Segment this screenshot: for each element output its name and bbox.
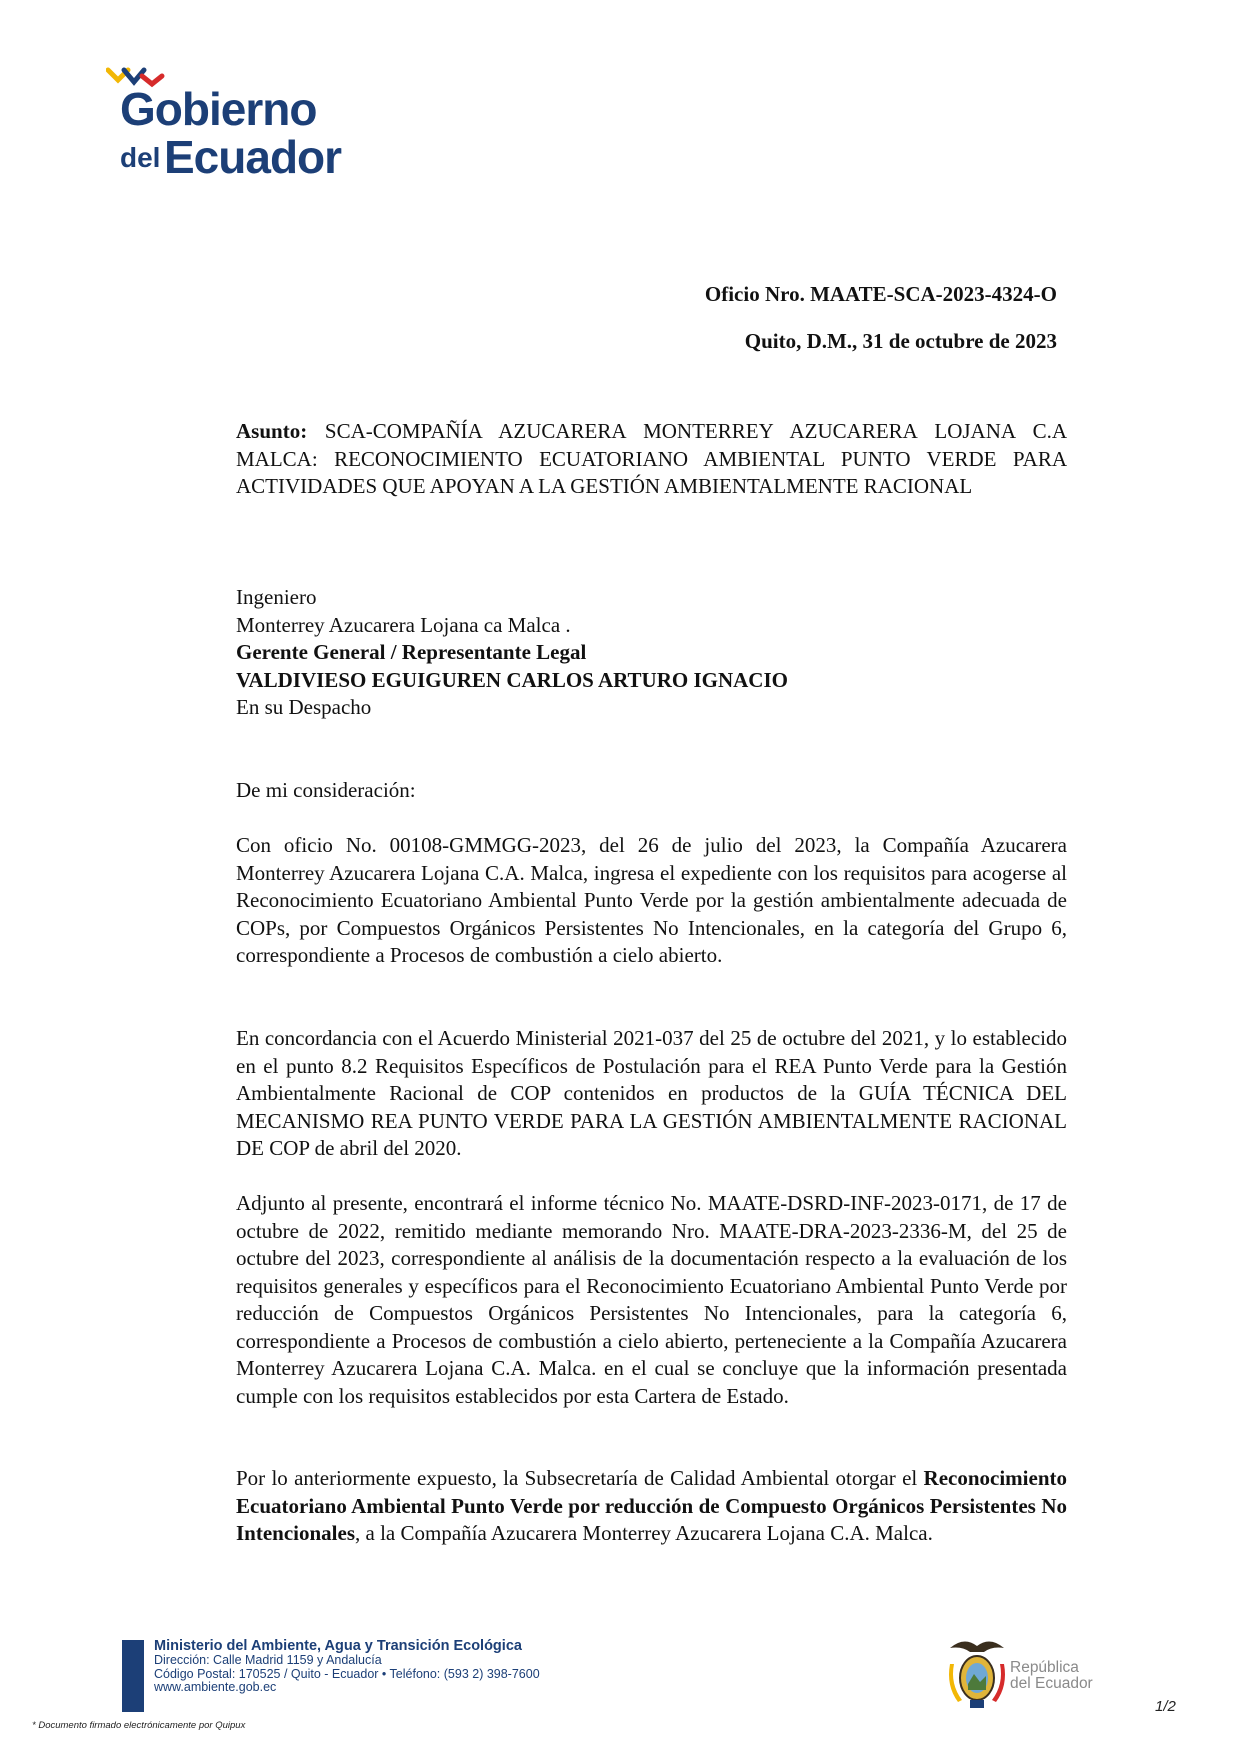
paragraph-3: Adjunto al presente, encontrará el informe técnico No. MAATE-DSRD-INF-2023-0171, de 17 de octubre de 2022, remitido mediante memorando Nro. MAATE-DRA-2023-2336-M, del 25 de octubre del 2023, correspondiente al análisis de la documentación respecto a la evaluación de los requisitos generales y específicos para el Reconocimiento Ecuatoriano Ambiental Punto Verde por reducción de Compuestos Orgánicos Persistentes No Intencionales, para la categoría 6, correspondiente a Procesos de combustión a cielo abierto, perteneciente a la Compañía Azucarera Monterrey Azucarera Lojana C.A. Malca. en el cual se concluye que la información presentada cumple con los requisitos establecidos por esta Cartera de Estado. [236, 1191, 1067, 1408]
page-number: 1/2 [1155, 1698, 1176, 1715]
recipient-position: Gerente General / Representante Legal [236, 640, 587, 664]
recipient-name: VALDIVIESO EGUIGUREN CARLOS ARTURO IGNACIO [236, 667, 788, 692]
document-date: Quito, D.M., 31 de octubre de 2023 [744, 329, 1057, 353]
signed-note: * Documento firmado electrónicamente por Quipux [32, 1720, 246, 1731]
gobierno-ecuador-logo [106, 60, 366, 183]
footer-address: Dirección: Calle Madrid 1159 y Andalucía [154, 1653, 382, 1667]
coat-of-arms-icon [944, 1634, 1010, 1714]
footer-postal: Código Postal: 170525 / Quito - Ecuador • Teléfono: (593 2) 398-7600 [154, 1666, 540, 1681]
asunto-label: Asunto: [236, 419, 308, 443]
logo-line2-big: Ecuador [164, 131, 342, 183]
recipient-block [236, 584, 1067, 722]
footer-ministry: Ministerio del Ambiente, Agua y Transición Ecológica [154, 1638, 522, 1654]
asunto-block [236, 418, 1067, 501]
paragraph-2: En concordancia con el Acuerdo Ministerial 2021-037 del 25 de octubre del 2021, y lo establecido en el punto 8.2 Requisitos Específicos de Postulación para el REA Punto Verde para la Gestión Ambientalmente Racional de COP contenidos en productos de la GUÍA TÉCNICA DEL MECANISMO REA PUNTO VERDE PARA LA GESTIÓN AMBIENTALMENTE RACIONAL DE COP de abril del 2020. [236, 1026, 1067, 1160]
footer-web: www.ambiente.gob.ec [154, 1680, 277, 1694]
footer-contact [154, 1638, 540, 1695]
recipient-company: Monterrey Azucarera Lojana ca Malca . [236, 612, 571, 637]
greeting: De mi consideración: [236, 778, 416, 802]
paragraph-1: Con oficio No. 00108-GMMGG-2023, del 26 de julio del 2023, la Compañía Azucarera Monterrey Azucarera Lojana C.A. Malca, ingresa el expediente con los requisitos para acogerse al Reconocimiento Ecuatoriano Ambiental Punto Verde por la gestión ambientalmente adecuada de COPs, por Compuestos Orgánicos Persistentes No Intencionales, en la categoría del Grupo 6, correspondiente a Procesos de combustión a cielo abierto. [236, 833, 1067, 967]
recipient-title: Ingeniero [236, 585, 317, 609]
paragraph-4-start: Por lo anteriormente expuesto, la Subsecretaría de Calidad Ambiental otorgar el [236, 1466, 924, 1490]
paragraph-4-end: , a la Compañía Azucarera Monterrey Azucarera Lojana C.A. Malca. [355, 1521, 933, 1545]
republica-ecuador-label: República del Ecuador [1010, 1659, 1093, 1692]
logo-line2-small: del [120, 142, 161, 173]
oficio-number: Oficio Nro. MAATE-SCA-2023-4324-O [704, 282, 1057, 306]
paragraph-4 [236, 1465, 1067, 1548]
logo-line1: Gobierno [120, 83, 317, 135]
asunto-text: SCA-COMPAÑÍA AZUCARERA MONTERREY AZUCARERA LOJANA C.A MALCA: RECONOCIMIENTO ECUATORIANO AMBIENTAL PUNTO VERDE PARA ACTIVIDADES QUE APOYAN A LA GESTIÓN AMBIENTALMENTE RACIONAL [236, 419, 1068, 498]
paragraph-4-bold: Reconocimiento Ecuatoriano Ambiental Punto Verde por reducción de Compuesto Orgánicos Persistentes No Intencionales [236, 1466, 1067, 1545]
footer-accent-bar [122, 1640, 144, 1712]
recipient-location: En su Despacho [236, 695, 372, 719]
